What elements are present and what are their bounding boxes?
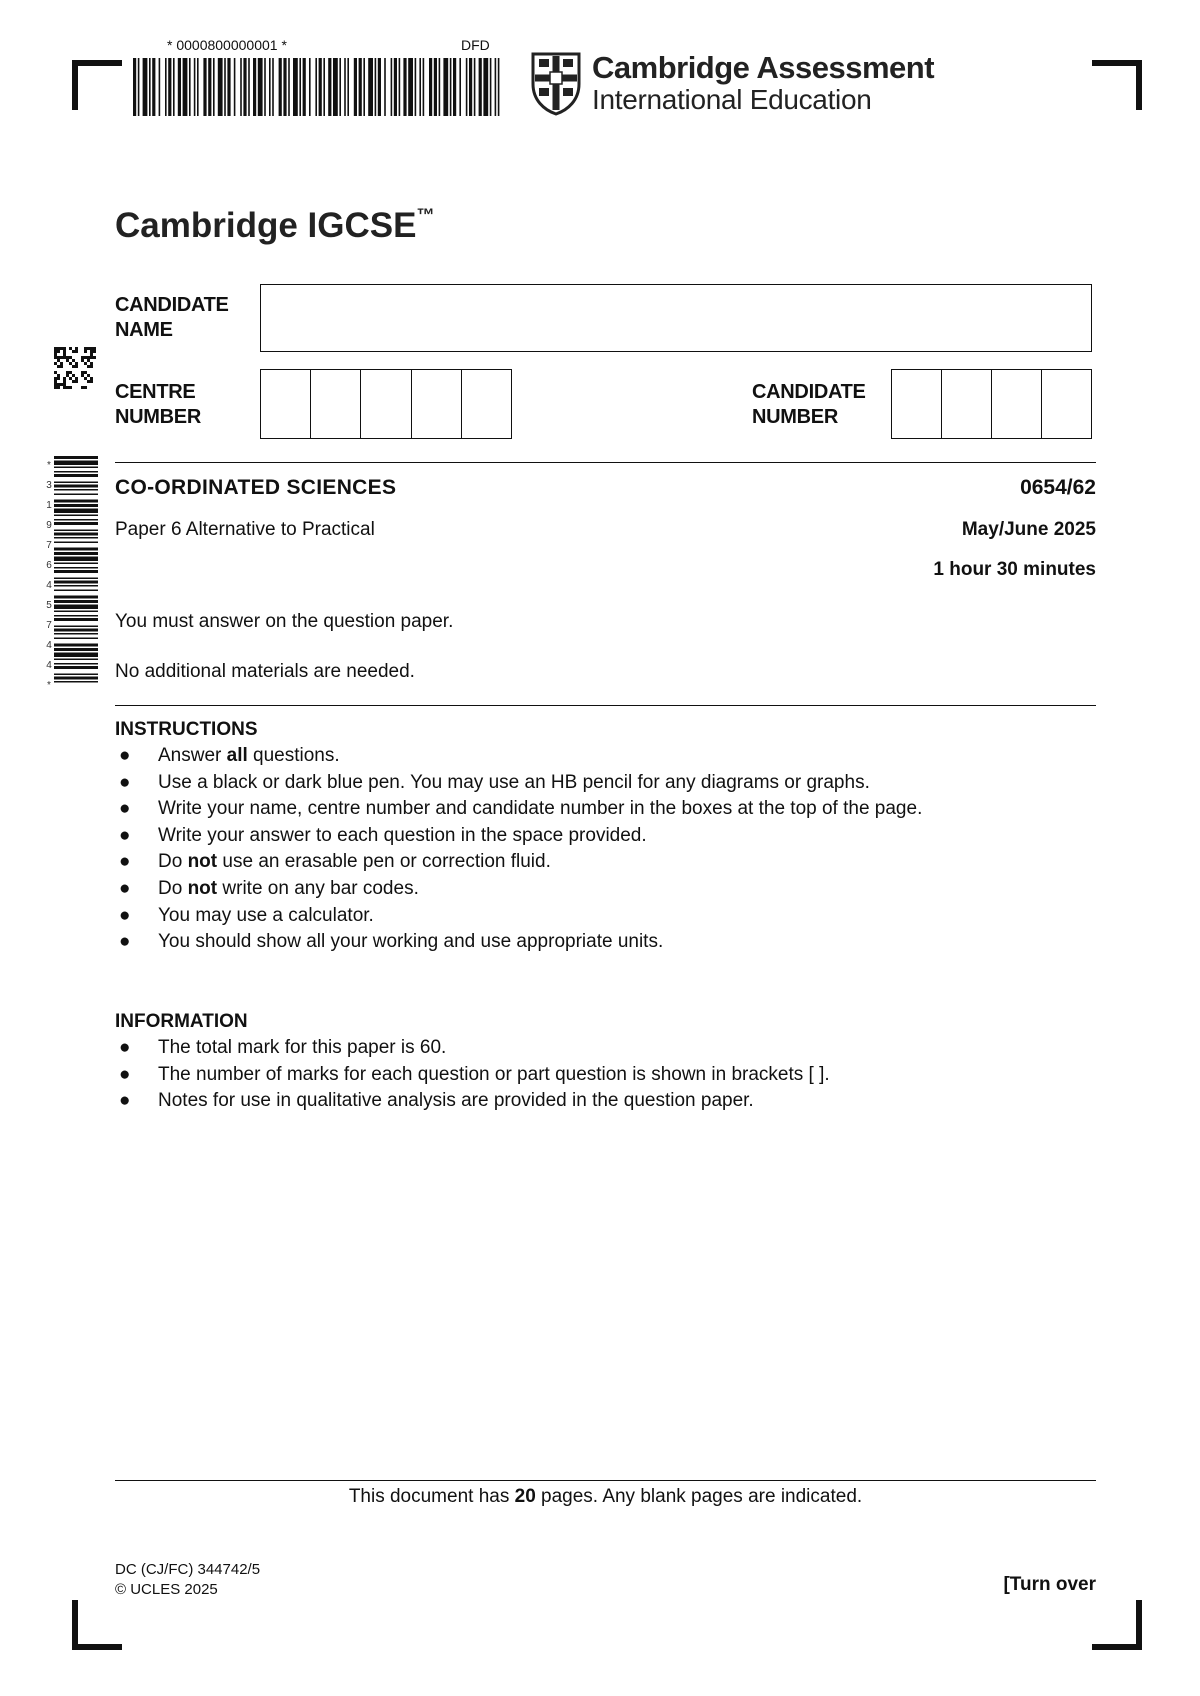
barcode-bar bbox=[272, 58, 274, 116]
bullet-icon: ● bbox=[119, 771, 131, 793]
barcode-bar bbox=[347, 58, 349, 116]
instruction-item: ● You may use a calculator. bbox=[115, 903, 1096, 930]
barcode-bar bbox=[359, 58, 362, 116]
barcode-bar bbox=[84, 347, 87, 350]
barcode-bar bbox=[344, 58, 346, 116]
barcode-bar bbox=[299, 58, 301, 116]
barcode-bar bbox=[54, 653, 98, 658]
barcode-bar bbox=[279, 58, 282, 116]
barcode-bar bbox=[60, 362, 63, 365]
barcode-bar bbox=[149, 58, 151, 116]
bullet-icon: ● bbox=[119, 745, 131, 766]
barcode-bar bbox=[66, 371, 69, 374]
barcode-bar bbox=[54, 371, 57, 374]
barcode-bar bbox=[54, 350, 57, 353]
barcode-bar bbox=[54, 552, 98, 555]
barcode-bar bbox=[453, 58, 456, 116]
candidate-name-label: CANDIDATE NAME bbox=[115, 294, 229, 341]
barcode-bar bbox=[84, 371, 87, 374]
barcode-bar bbox=[319, 58, 322, 116]
instructions-list bbox=[115, 743, 1096, 956]
crop-mark-bottom-left bbox=[72, 1600, 122, 1650]
barcode-bar bbox=[72, 374, 75, 377]
side-digit: 3 bbox=[46, 480, 52, 491]
barcode-bar bbox=[81, 371, 84, 374]
instruction-item: ● Do not write on any bar codes. bbox=[115, 876, 1096, 903]
barcode-bar bbox=[54, 504, 98, 507]
barcode-bar bbox=[63, 380, 66, 383]
divider bbox=[115, 462, 1096, 463]
instruction-item: ● Write your name, centre number and candidate number in the boxes at the top of the page. bbox=[115, 796, 1096, 823]
barcode-bar bbox=[57, 359, 60, 362]
barcode-bar bbox=[54, 485, 98, 488]
answer-note: You must answer on the question paper. bbox=[115, 611, 454, 632]
paper-title: Paper 6 Alternative to Practical bbox=[115, 519, 375, 540]
barcode-bar bbox=[72, 350, 75, 353]
document-reference bbox=[115, 1560, 260, 1600]
barcode-bar bbox=[399, 58, 401, 116]
barcode-bar bbox=[54, 509, 98, 514]
barcode-bar bbox=[403, 58, 406, 116]
barcode-bar bbox=[69, 386, 72, 389]
trademark: ™ bbox=[416, 205, 435, 225]
barcode-bar bbox=[72, 359, 75, 362]
barcode-bar bbox=[60, 347, 63, 350]
barcode-bar bbox=[288, 58, 290, 116]
barcode-bar bbox=[54, 494, 98, 496]
barcode-bar bbox=[66, 356, 69, 359]
barcode-bar bbox=[495, 58, 497, 116]
barcode-bar bbox=[81, 356, 84, 359]
barcode-bar bbox=[54, 500, 98, 503]
barcode-bar bbox=[54, 456, 98, 459]
barcode-bar bbox=[54, 557, 98, 562]
barcode-bar bbox=[54, 474, 98, 477]
side-digit: 7 bbox=[46, 540, 52, 551]
barcode-bar bbox=[423, 58, 425, 116]
candidate-name-field[interactable] bbox=[260, 284, 1092, 352]
barcode-bar bbox=[54, 377, 57, 380]
barcode-bar bbox=[159, 58, 161, 116]
barcode-bar bbox=[93, 347, 96, 350]
exam-duration: 1 hour 30 minutes bbox=[933, 559, 1096, 580]
crop-mark-top-left bbox=[72, 60, 122, 110]
barcode-bar bbox=[434, 58, 437, 116]
barcode-bar bbox=[323, 58, 325, 116]
barcode-bar bbox=[54, 677, 98, 680]
side-barcode-icon bbox=[54, 456, 98, 684]
barcode-bar bbox=[54, 522, 98, 525]
barcode-bar bbox=[90, 350, 93, 353]
barcode-bar bbox=[378, 58, 381, 116]
barcode-bar bbox=[293, 58, 298, 116]
barcode-bar bbox=[54, 605, 98, 610]
side-digit: 1 bbox=[46, 500, 52, 511]
barcode-bar bbox=[54, 530, 98, 532]
barcode-bar bbox=[450, 58, 452, 116]
barcode-bar bbox=[269, 58, 271, 116]
instruction-item: ● Use a black or dark blue pen. You may use an HB pencil for any diagrams or graphs. bbox=[115, 770, 1096, 797]
barcode-bar bbox=[54, 356, 57, 359]
barcode-bar bbox=[90, 365, 93, 368]
barcode-bar bbox=[84, 386, 87, 389]
barcode-bar bbox=[54, 681, 98, 683]
barcode-bar bbox=[69, 371, 72, 374]
barcode-bar bbox=[87, 365, 90, 368]
side-digit: 4 bbox=[46, 580, 52, 591]
barcode-bar bbox=[87, 347, 90, 350]
turn-over-label: [Turn over bbox=[1003, 1574, 1096, 1595]
barcode-bar bbox=[90, 362, 93, 365]
barcode-bar bbox=[57, 383, 60, 386]
barcode-bar bbox=[54, 633, 98, 635]
barcode-bar bbox=[66, 374, 69, 377]
digit-cell[interactable] bbox=[1042, 370, 1091, 438]
barcode-bar bbox=[258, 58, 263, 116]
barcode-bar bbox=[309, 58, 311, 116]
barcode-bar bbox=[54, 638, 98, 640]
bullet-icon: ● bbox=[119, 877, 131, 899]
barcode-bar bbox=[75, 365, 78, 368]
barcode-bar bbox=[54, 581, 98, 584]
barcode-bar bbox=[189, 58, 191, 116]
barcode-bar bbox=[474, 58, 476, 116]
barcode-bar bbox=[333, 58, 338, 116]
bullet-icon: ● bbox=[119, 851, 131, 873]
barcode-bar bbox=[54, 482, 98, 484]
page-count-note: This document has 20 pages. Any blank pages are indicated. bbox=[348, 1486, 863, 1507]
barcode-bar bbox=[243, 58, 246, 116]
barcode-bar bbox=[63, 377, 66, 380]
barcode-bar bbox=[54, 380, 57, 383]
barcode-bar bbox=[87, 359, 90, 362]
document-code: DC (CJ/FC) 344742/5 bbox=[115, 1561, 261, 1578]
barcode-bar bbox=[415, 58, 417, 116]
barcode-bar bbox=[54, 548, 98, 551]
barcode-bar bbox=[303, 58, 306, 116]
bullet-icon: ● bbox=[119, 931, 131, 953]
barcode-bar bbox=[363, 58, 365, 116]
barcode-bar bbox=[90, 356, 93, 359]
candidate-number-field[interactable] bbox=[891, 369, 1092, 439]
barcode-bar bbox=[183, 58, 188, 116]
exam-session: May/June 2025 bbox=[961, 519, 1096, 540]
barcode-bar bbox=[143, 58, 148, 116]
barcode-bar bbox=[90, 353, 93, 356]
barcode-bar bbox=[57, 377, 60, 380]
barcode-bar bbox=[138, 58, 140, 116]
barcode-bar bbox=[81, 374, 84, 377]
instruction-item: ● Do not use an erasable pen or correction fluid. bbox=[115, 849, 1096, 876]
barcode-bar bbox=[54, 585, 98, 587]
barcode-bar bbox=[429, 58, 432, 116]
logo-title: Cambridge Assessment bbox=[592, 50, 935, 85]
barcode-bar bbox=[54, 674, 98, 676]
barcode-bar bbox=[194, 58, 196, 116]
barcode-bar bbox=[54, 611, 98, 613]
barcode-bar bbox=[63, 383, 66, 386]
logo-subtitle: International Education bbox=[592, 84, 872, 115]
barcode-bar bbox=[60, 356, 63, 359]
crest-icon bbox=[530, 50, 582, 116]
barcode-bar bbox=[84, 377, 87, 380]
barcode-bar bbox=[443, 58, 448, 116]
barcode-bar bbox=[54, 519, 98, 521]
barcode-bar bbox=[69, 356, 72, 359]
bullet-icon: ● bbox=[119, 1090, 131, 1112]
barcode-bar bbox=[54, 461, 98, 466]
barcode-bar bbox=[60, 365, 63, 368]
barcode-bar bbox=[93, 356, 96, 359]
barcode-bar bbox=[57, 350, 60, 353]
barcode-bar bbox=[57, 347, 60, 350]
barcode-bar bbox=[54, 618, 98, 621]
barcode-bar bbox=[197, 58, 199, 116]
barcode-bar bbox=[84, 362, 87, 365]
barcode-bar bbox=[133, 58, 136, 116]
barcode-bar bbox=[69, 362, 72, 365]
barcode-code: DFD bbox=[461, 37, 490, 53]
information-item: ● The number of marks for each question or part question is shown in brackets [ ]. bbox=[115, 1062, 1096, 1089]
bullet-icon: ● bbox=[119, 798, 131, 820]
barcode-bar bbox=[57, 356, 60, 359]
information-item: ● Notes for use in qualitative analysis are provided in the question paper. bbox=[115, 1088, 1096, 1115]
barcode-bar bbox=[54, 362, 57, 365]
barcode-bar bbox=[368, 58, 373, 116]
instruction-item: ● You should show all your working and use appropriate units. bbox=[115, 929, 1096, 956]
qr-code-icon bbox=[54, 347, 96, 389]
crop-mark-top-right bbox=[1092, 60, 1142, 110]
digit-cell[interactable] bbox=[992, 370, 1042, 438]
barcode-bar bbox=[54, 542, 98, 544]
barcode-bar bbox=[173, 58, 175, 116]
barcode-bar bbox=[81, 386, 84, 389]
barcode-bar bbox=[168, 58, 171, 116]
barcode-icon bbox=[133, 58, 500, 116]
barcode-bar bbox=[54, 567, 98, 569]
divider bbox=[115, 705, 1096, 706]
barcode-bar bbox=[54, 663, 98, 665]
barcode-bar bbox=[75, 377, 78, 380]
barcode-bar bbox=[339, 58, 341, 116]
side-digit: * bbox=[47, 680, 51, 691]
barcode-bar bbox=[234, 58, 236, 116]
barcode-bar bbox=[54, 648, 98, 651]
barcode-bar bbox=[90, 380, 93, 383]
barcode-bar bbox=[227, 58, 230, 116]
barcode-bar bbox=[90, 377, 93, 380]
barcode-bar bbox=[69, 347, 72, 350]
barcode-bar bbox=[57, 374, 60, 377]
barcode-bar bbox=[69, 377, 72, 380]
barcode-bar bbox=[54, 515, 98, 517]
barcode-bar bbox=[208, 58, 211, 116]
digit-cell[interactable] bbox=[311, 370, 361, 438]
copyright: © UCLES 2025 bbox=[115, 1581, 218, 1598]
barcode-bar bbox=[479, 58, 482, 116]
materials-note: No additional materials are needed. bbox=[115, 661, 415, 682]
barcode-bar bbox=[54, 629, 98, 632]
digit-cell[interactable] bbox=[462, 370, 511, 438]
side-digit: 5 bbox=[46, 600, 52, 611]
side-digit: 9 bbox=[46, 520, 52, 531]
barcode-bar bbox=[57, 365, 60, 368]
barcode-bar bbox=[54, 489, 98, 491]
barcode-bar bbox=[328, 58, 331, 116]
barcode-bar bbox=[84, 350, 87, 353]
instruction-item: ● Write your answer to each question in the space provided. bbox=[115, 823, 1096, 850]
barcode-bar bbox=[54, 590, 98, 592]
barcode-bar bbox=[54, 659, 98, 661]
barcode-bar bbox=[178, 58, 181, 116]
digit-cell[interactable] bbox=[261, 370, 311, 438]
side-digit: * bbox=[47, 460, 51, 471]
digit-cell[interactable] bbox=[412, 370, 462, 438]
barcode-bar bbox=[72, 365, 75, 368]
barcode-bar bbox=[72, 380, 75, 383]
centre-number-label: CENTRE NUMBER bbox=[115, 381, 201, 428]
barcode-bar bbox=[90, 347, 93, 350]
syllabus-code: 0654/62 bbox=[1020, 476, 1096, 499]
barcode-bar bbox=[54, 533, 98, 536]
instructions-heading: INSTRUCTIONS bbox=[115, 719, 258, 740]
instruction-item: ● Answer all questions. bbox=[115, 743, 1096, 770]
qualification-name: Cambridge IGCSE bbox=[115, 206, 417, 245]
information-heading: INFORMATION bbox=[115, 1011, 248, 1032]
barcode-bar bbox=[75, 347, 78, 350]
barcode-bar bbox=[54, 467, 98, 469]
barcode-bar bbox=[253, 58, 256, 116]
side-digit: 7 bbox=[46, 620, 52, 631]
barcode-bar bbox=[384, 58, 386, 116]
barcode-bar bbox=[165, 58, 167, 116]
subject-title: CO-ORDINATED SCIENCES bbox=[115, 476, 397, 499]
qualification-title bbox=[115, 205, 434, 246]
barcode-bar bbox=[54, 626, 98, 628]
barcode-bar bbox=[152, 58, 155, 116]
barcode-bar bbox=[408, 58, 413, 116]
barcode-bar bbox=[54, 666, 98, 669]
digit-cell[interactable] bbox=[361, 370, 411, 438]
barcode-bar bbox=[54, 600, 98, 603]
candidate-number-label: CANDIDATE NUMBER bbox=[752, 381, 866, 428]
barcode-bar bbox=[84, 356, 87, 359]
barcode-bar bbox=[63, 353, 66, 356]
barcode-bar bbox=[54, 347, 57, 350]
barcode-bar bbox=[54, 386, 57, 389]
barcode-bar bbox=[93, 350, 96, 353]
barcode-bar bbox=[87, 356, 90, 359]
bullet-icon: ● bbox=[119, 904, 131, 926]
barcode-bar bbox=[87, 380, 90, 383]
barcode-bar bbox=[419, 58, 421, 116]
barcode-bar bbox=[439, 58, 441, 116]
barcode-bar bbox=[54, 615, 98, 617]
side-barcode-digits bbox=[44, 456, 54, 696]
barcode-bar bbox=[66, 359, 69, 362]
barcode-bar bbox=[63, 350, 66, 353]
barcode-bar bbox=[459, 58, 461, 116]
barcode-bar bbox=[54, 353, 57, 356]
barcode-bar bbox=[264, 58, 266, 116]
barcode-bar bbox=[54, 570, 98, 573]
side-digit: 4 bbox=[46, 660, 52, 671]
digit-cell[interactable] bbox=[942, 370, 992, 438]
barcode-bar bbox=[57, 386, 60, 389]
barcode-bar bbox=[315, 58, 317, 116]
barcode-bar bbox=[218, 58, 223, 116]
barcode-bar bbox=[54, 537, 98, 539]
bullet-icon: ● bbox=[119, 1063, 131, 1085]
barcode-bar bbox=[391, 58, 393, 116]
barcode-bar bbox=[54, 644, 98, 647]
side-digit: 6 bbox=[46, 560, 52, 571]
barcode-bar bbox=[498, 58, 500, 116]
barcode-bar bbox=[75, 350, 78, 353]
barcode-bar bbox=[81, 359, 84, 362]
bullet-icon: ● bbox=[119, 1037, 131, 1058]
barcode-bar bbox=[75, 380, 78, 383]
barcode-bar bbox=[483, 58, 488, 116]
side-digit: 4 bbox=[46, 640, 52, 651]
barcode-bar bbox=[394, 58, 397, 116]
barcode-bar bbox=[75, 362, 78, 365]
barcode-bar bbox=[248, 58, 250, 116]
barcode-bar bbox=[63, 386, 66, 389]
barcode-bar bbox=[283, 58, 286, 116]
crop-mark-bottom-right bbox=[1092, 1600, 1142, 1650]
barcode-bar bbox=[469, 58, 472, 116]
barcode-bar bbox=[375, 58, 377, 116]
divider bbox=[115, 1480, 1096, 1481]
information-item: ● The total mark for this paper is 60. bbox=[115, 1035, 1096, 1062]
barcode-bar bbox=[54, 383, 57, 386]
barcode-number: * 0000800000001 * bbox=[167, 37, 287, 53]
centre-number-field[interactable] bbox=[260, 369, 512, 439]
barcode-bar bbox=[466, 58, 468, 116]
barcode-bar bbox=[63, 347, 66, 350]
barcode-bar bbox=[213, 58, 215, 116]
barcode-bar bbox=[54, 471, 98, 473]
barcode-bar bbox=[63, 356, 66, 359]
barcode-bar bbox=[54, 596, 98, 599]
barcode-bar bbox=[490, 58, 492, 116]
barcode-bar bbox=[54, 578, 98, 580]
information-list bbox=[115, 1035, 1096, 1115]
barcode-bar bbox=[54, 563, 98, 565]
barcode-bar bbox=[87, 374, 90, 377]
barcode-bar bbox=[354, 58, 357, 116]
barcode-bar bbox=[240, 58, 242, 116]
barcode-bar bbox=[224, 58, 226, 116]
barcode-bar bbox=[66, 386, 69, 389]
bullet-icon: ● bbox=[119, 824, 131, 846]
barcode-bar bbox=[203, 58, 206, 116]
barcode-bar bbox=[60, 383, 63, 386]
digit-cell[interactable] bbox=[892, 370, 942, 438]
